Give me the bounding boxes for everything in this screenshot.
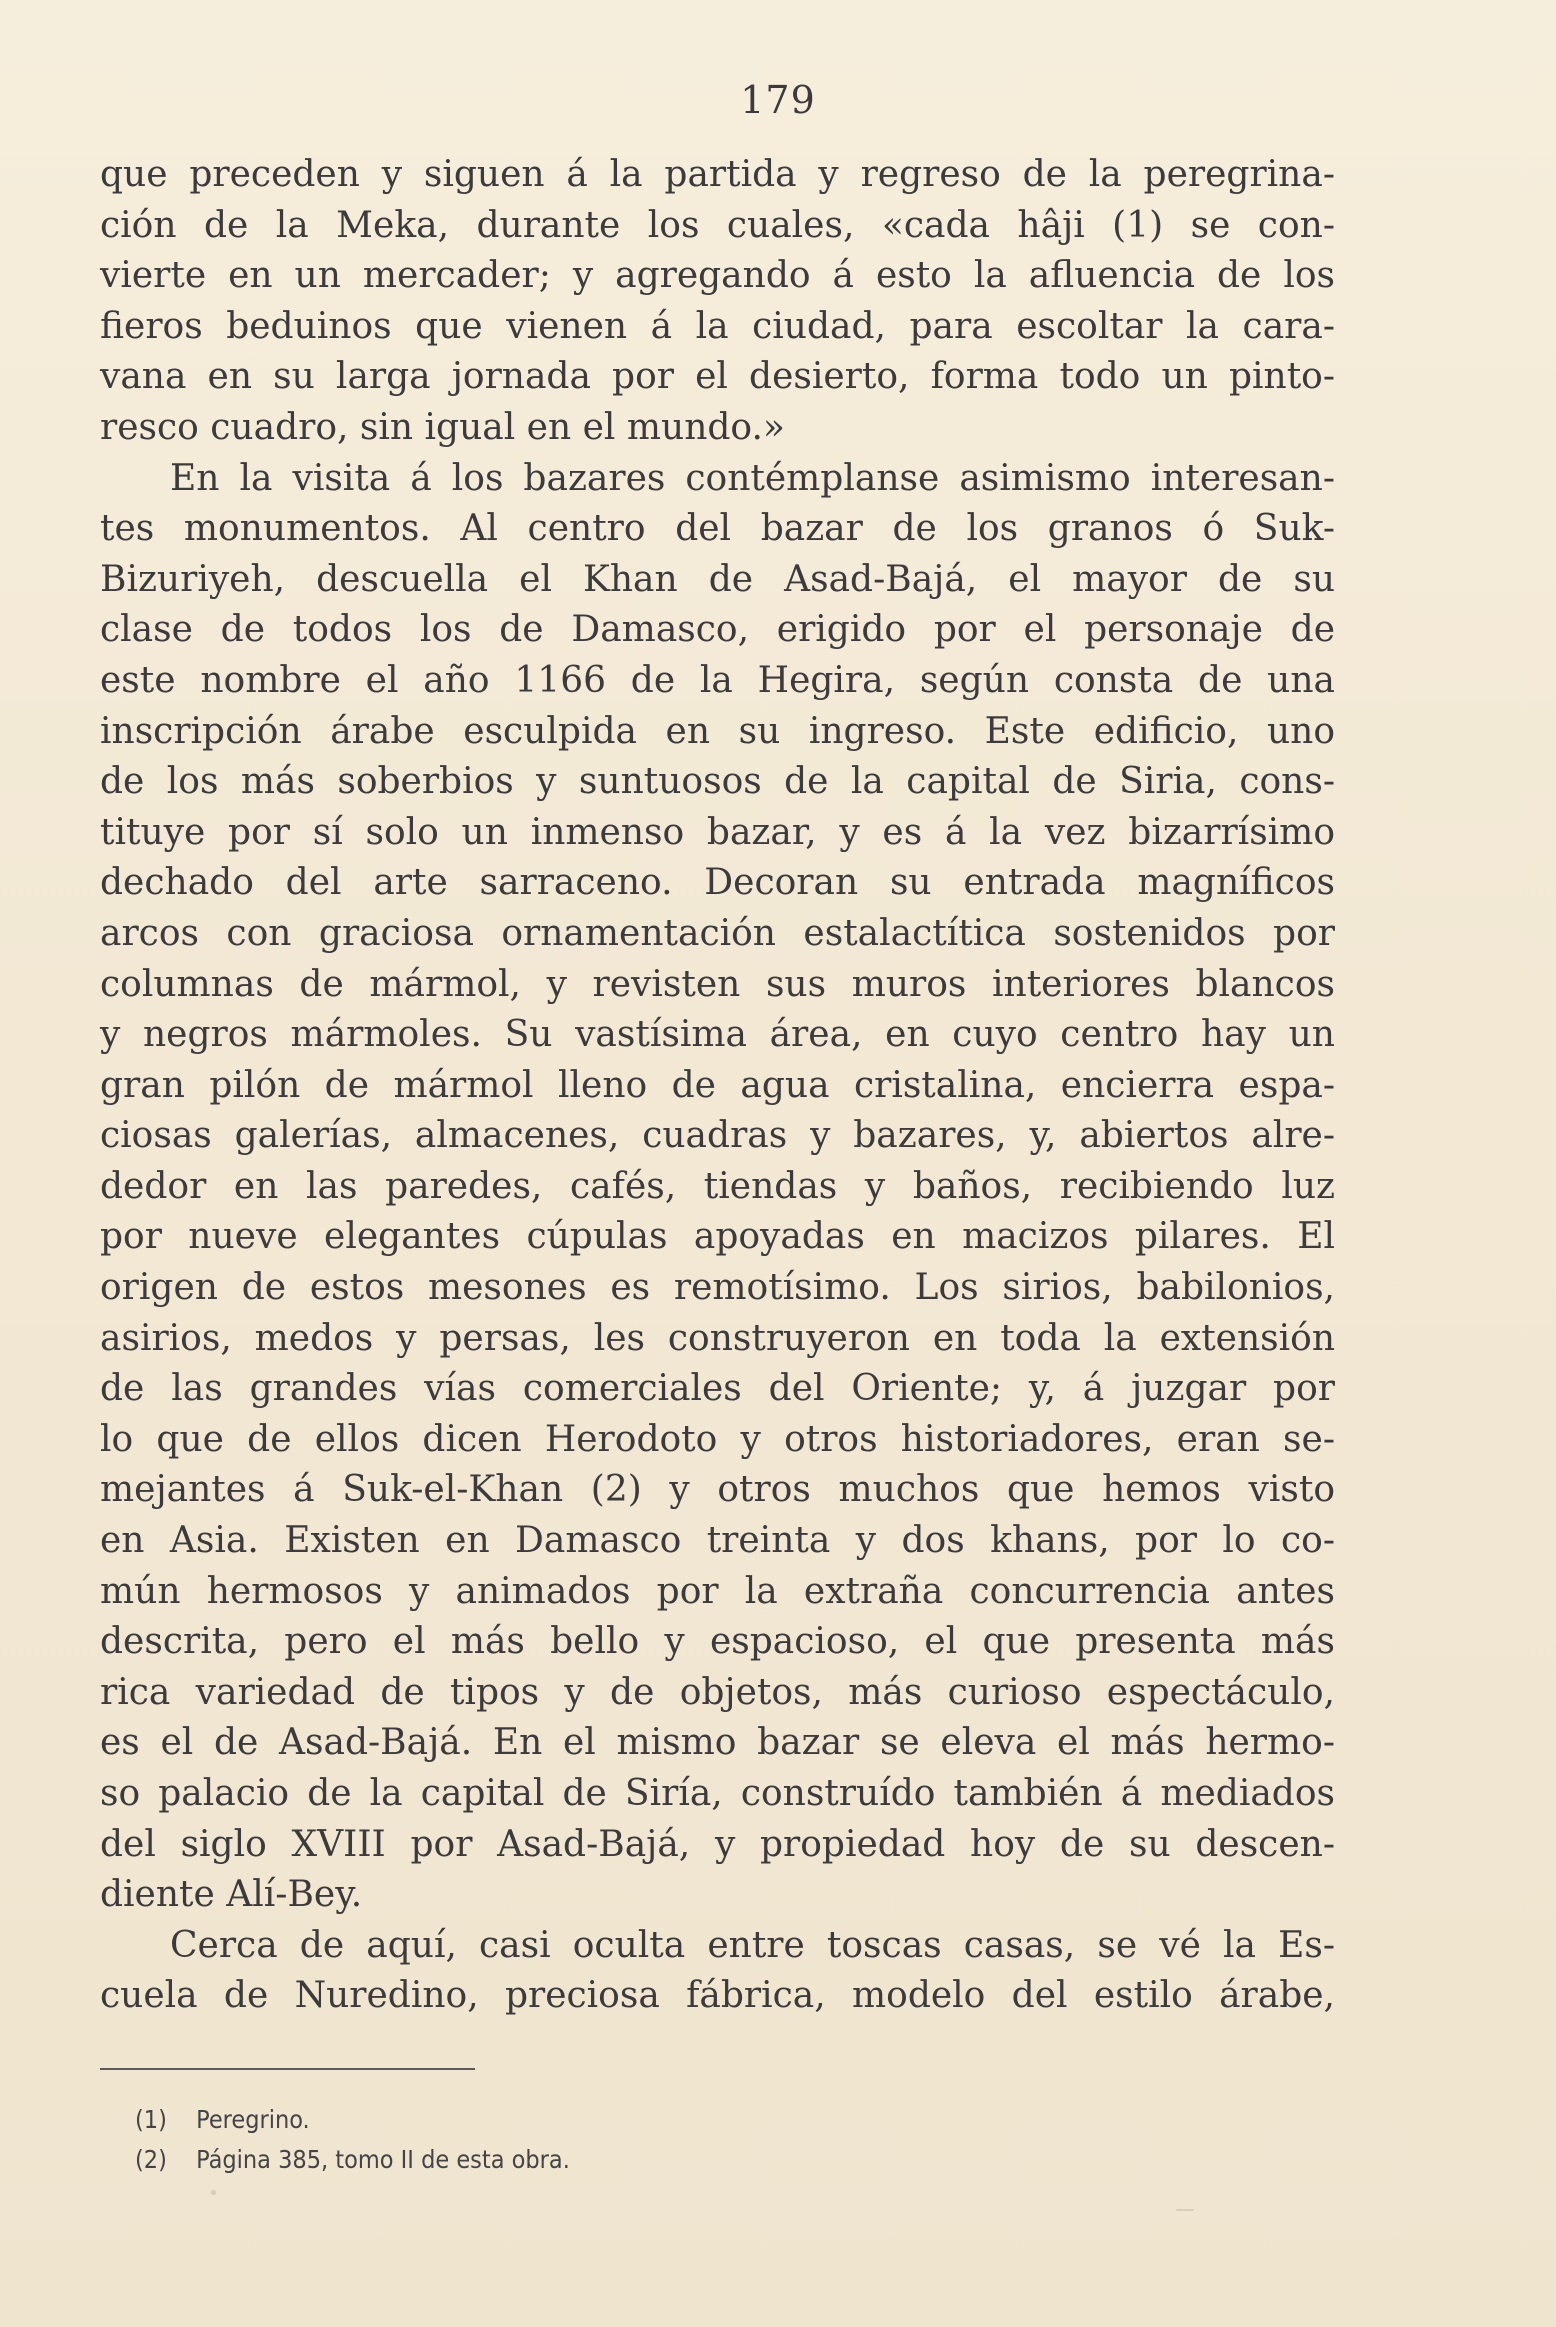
text-line: es el de Asad-Bajá. En el mismo bazar se eleva el más hermo- <box>100 1722 1335 1764</box>
footnote-1 <box>135 2100 1035 2140</box>
text-line: gran pilón de mármol lleno de agua cristalina, encierra espa- <box>100 1064 1335 1106</box>
text-line: rica variedad de tipos y de objetos, más curioso espectáculo, <box>100 1671 1335 1713</box>
text-line: Bizuriyeh, descuella el Khan de Asad-Bajá, el mayor de su <box>100 558 1335 600</box>
text-line: de los más soberbios y suntuosos de la capital de Siria, cons- <box>100 761 1335 803</box>
text-line: ciosas galerías, almacenes, cuadras y bazares, y, abiertos alre- <box>100 1115 1335 1157</box>
text-line: por nueve elegantes cúpulas apoyadas en macizos pilares. El <box>100 1216 1335 1258</box>
text-line: clase de todos los de Damasco, erigido por el personaje de <box>100 609 1335 651</box>
footnote-mark: (2) <box>135 2145 167 2174</box>
footnote-divider <box>100 2068 475 2070</box>
text-line: inscripción árabe esculpida en su ingreso. Este edificio, uno <box>100 710 1335 752</box>
text-line: asirios, medos y persas, les construyeron en toda la extensión <box>100 1317 1335 1359</box>
text-line: origen de estos mesones es remotísimo. Los sirios, babilonios, <box>100 1267 1335 1309</box>
footnotes <box>135 2100 1035 2180</box>
text-line: resco cuadro, sin igual en el mundo.» <box>100 406 785 448</box>
text-line: ción de la Meka, durante los cuales, «cada hâji (1) se con- <box>100 204 1335 246</box>
text-line: cuela de Nuredino, preciosa fábrica, modelo del estilo árabe, <box>100 1975 1335 2017</box>
text-line: descrita, pero el más bello y espacioso, el que presenta más <box>100 1621 1335 1663</box>
text-line: Cerca de aquí, casi oculta entre toscas casas, se vé la Es- <box>170 1924 1335 1966</box>
text-line: dechado del arte sarraceno. Decoran su entrada magníficos <box>100 862 1335 904</box>
footnote-2 <box>135 2140 1035 2180</box>
paper-speck <box>1176 2209 1194 2211</box>
text-line: en Asia. Existen en Damasco treinta y dos khans, por lo co- <box>100 1520 1335 1562</box>
text-line: so palacio de la capital de Siría, construído también á mediados <box>100 1773 1335 1814</box>
text-line: vana en su larga jornada por el desierto, forma todo un pinto- <box>100 356 1335 398</box>
text-line: tes monumentos. Al centro del bazar de los granos ó Suk- <box>100 508 1335 550</box>
text-line: fieros beduinos que vienen á la ciudad, para escoltar la cara- <box>100 305 1335 347</box>
page-number: 179 <box>740 78 816 122</box>
text-line: de las grandes vías comerciales del Oriente; y, á juzgar por <box>100 1368 1335 1410</box>
footnote-mark: (1) <box>135 2105 167 2134</box>
footnote-text: Peregrino. <box>196 2105 310 2134</box>
text-line: arcos con graciosa ornamentación estalactítica sostenidos por <box>100 912 1335 954</box>
text-line: y negros mármoles. Su vastísima área, en cuyo centro hay un <box>100 1014 1335 1056</box>
text-line: En la visita á los bazares contémplanse asimismo interesan- <box>170 457 1335 499</box>
text-line: que preceden y siguen á la partida y regreso de la peregrina- <box>100 154 1335 195</box>
text-line: lo que de ellos dicen Herodoto y otros historiadores, eran se- <box>100 1418 1335 1460</box>
body-text <box>100 150 1335 2022</box>
text-line: del siglo XVIII por Asad-Bajá, y propiedad hoy de su descen- <box>100 1823 1335 1865</box>
paper-speck <box>211 2190 216 2195</box>
text-line: mún hermosos y animados por la extraña concurrencia antes <box>100 1570 1335 1612</box>
text-line: este nombre el año 1166 de la Hegira, según consta de una <box>100 659 1335 701</box>
text-line: tituye por sí solo un inmenso bazar, y es á la vez bizarrísimo <box>100 811 1335 853</box>
text-line: vierte en un mercader; y agregando á esto la afluencia de los <box>100 255 1335 297</box>
footnote-text: Página 385, tomo II de esta obra. <box>196 2145 570 2174</box>
text-line: mejantes á Suk-el-Khan (2) y otros muchos que hemos visto <box>100 1469 1335 1511</box>
text-line: dedor en las paredes, cafés, tiendas y baños, recibiendo luz <box>100 1165 1335 1207</box>
text-line: columnas de mármol, y revisten sus muros interiores blancos <box>100 963 1335 1005</box>
text-line: diente Alí-Bey. <box>100 1874 363 1916</box>
